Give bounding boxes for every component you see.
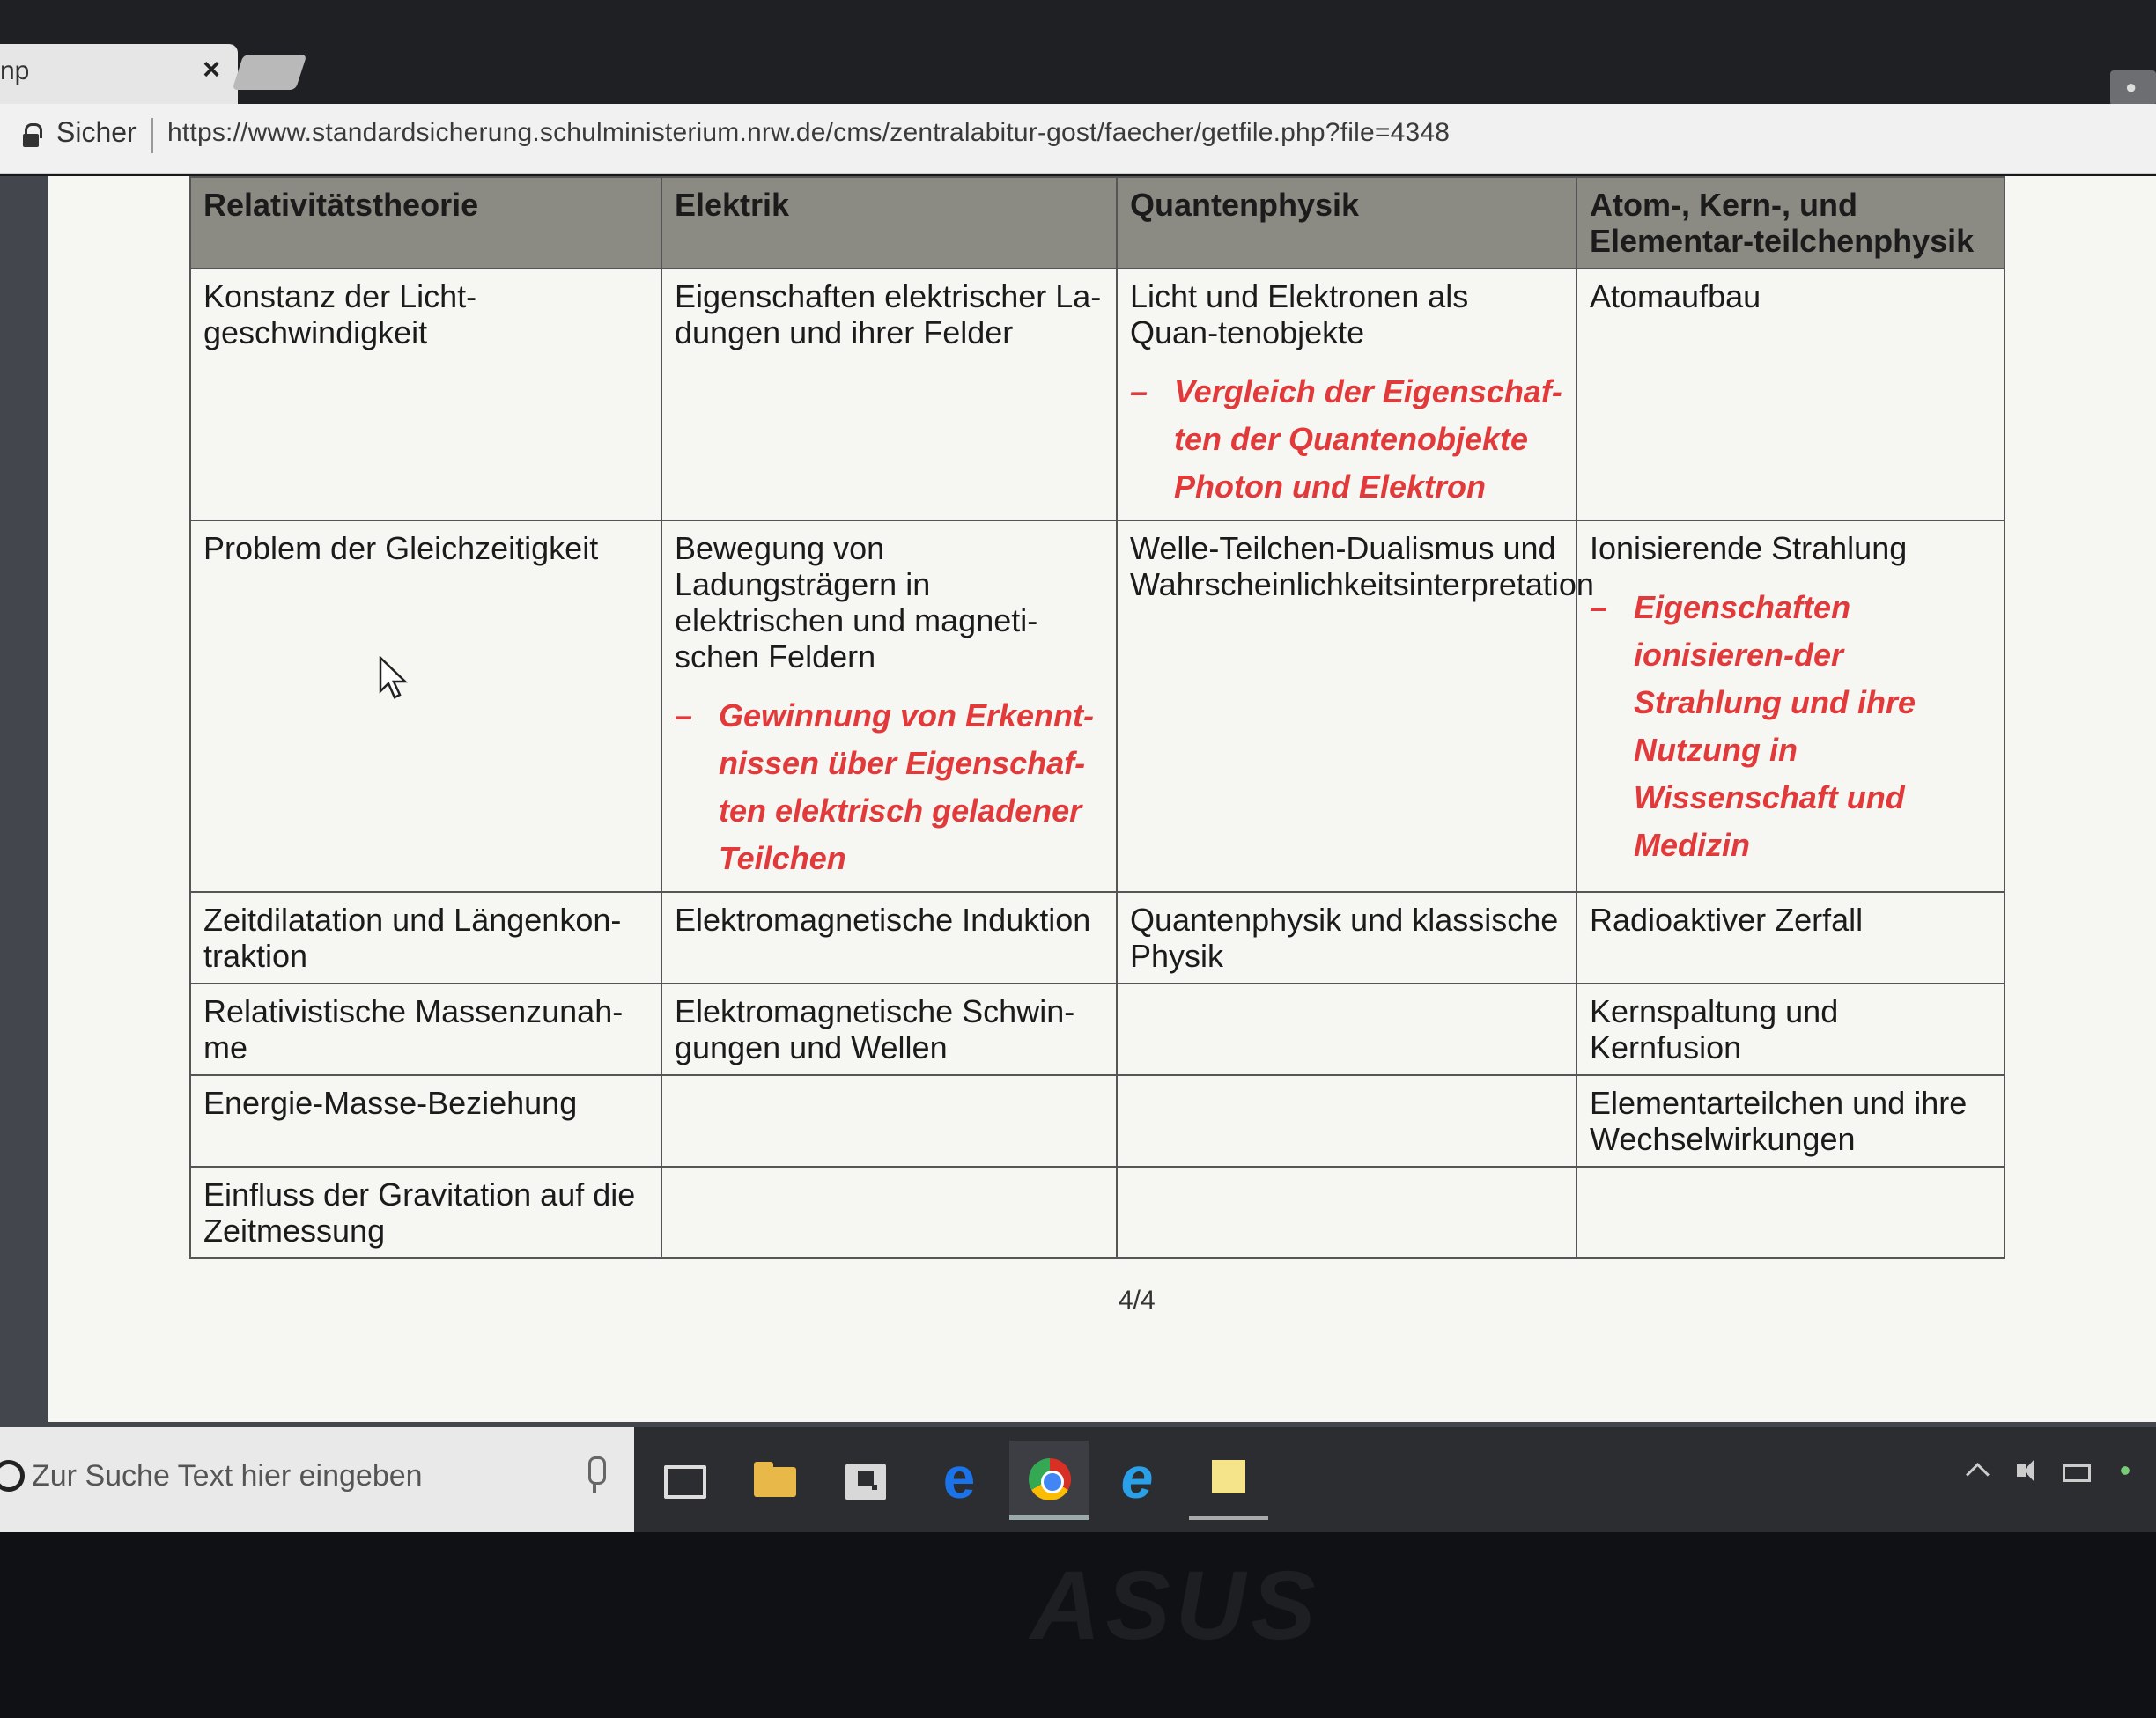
table-cell: [1576, 984, 2005, 1075]
profile-button[interactable]: [2110, 70, 2156, 106]
new-tab-button[interactable]: [233, 55, 307, 90]
search-input[interactable]: [32, 1449, 560, 1502]
address-bar[interactable]: [0, 104, 2156, 174]
task-view-icon[interactable]: [643, 1441, 722, 1520]
table-cell: [661, 269, 1117, 520]
tab-close-icon[interactable]: ×: [203, 53, 220, 86]
table-cell: [190, 520, 661, 892]
sticky-notes-icon[interactable]: [1189, 1441, 1268, 1520]
table-cell: [190, 892, 661, 984]
table-cell: [661, 1167, 1117, 1258]
table-cell: [1576, 892, 2005, 984]
chrome-icon[interactable]: [1009, 1441, 1089, 1520]
column-header: Atom-, Kern-, und Elementar-teilchenphysik: [1576, 177, 2005, 269]
cell-text: Energie-Masse-Beziehung: [203, 1085, 578, 1121]
page-number: 4/4: [1119, 1286, 1156, 1315]
brand-logo: ASUS: [1030, 1552, 1321, 1660]
taskbar-search[interactable]: [0, 1427, 634, 1532]
url-text[interactable]: https://www.standardsicherung.schulministerium.nrw.de/cms/zentralabitur-gost/faecher/getfile.php?file=4348: [167, 118, 1451, 147]
highlighted-subtopic: [1590, 584, 1991, 869]
chevron-up-icon[interactable]: [1964, 1457, 1990, 1484]
column-header: Quantenphysik: [1117, 177, 1576, 269]
table-cell: [1117, 984, 1576, 1075]
pdf-viewer[interactable]: [0, 176, 2156, 1427]
address-separator: [151, 118, 153, 153]
table-cell: [1117, 520, 1594, 892]
column-header: Elektrik: [661, 177, 1117, 269]
person-icon: ●: [2125, 76, 2138, 98]
table-header-row: [190, 177, 2005, 269]
table-cell: [661, 984, 1117, 1075]
edge-icon[interactable]: e: [942, 1445, 976, 1510]
table-row: [190, 892, 2005, 984]
subtopic-text: Gewinnung von Erkennt-nissen über Eigenschaf-ten elektrisch geladener Teilchen: [719, 697, 1095, 876]
tab-title: np: [0, 56, 30, 85]
subtopic-text: Vergleich der Eigenschaf-ten der Quantenobjekte Photon und Elektron: [1174, 373, 1562, 505]
cell-text: Elementarteilchen und ihre Wechselwirkungen: [1590, 1085, 1968, 1157]
table-cell: [190, 984, 661, 1075]
cell-text: Radioaktiver Zerfall: [1590, 902, 1864, 938]
table-row: [190, 984, 2005, 1075]
system-tray: [1964, 1444, 2138, 1497]
table-cell: [190, 269, 661, 520]
lock-icon[interactable]: [23, 123, 39, 148]
table-cell: [661, 892, 1117, 984]
file-explorer-icon[interactable]: [736, 1441, 816, 1520]
cell-text: Ionisierende Strahlung: [1590, 530, 1908, 566]
table-row: [190, 520, 2005, 892]
table-cell: [1576, 269, 2005, 520]
cell-text: Konstanz der Licht-geschwindigkeit: [203, 278, 477, 350]
cell-text: Zeitdilatation und Längenkon-traktion: [203, 902, 622, 974]
browser-tab[interactable]: [0, 44, 238, 104]
cell-text: Elektromagnetische Schwin-gungen und Wellen: [675, 993, 1075, 1065]
table-cell: [190, 1167, 661, 1258]
subtopic-marker: –: [1130, 373, 1148, 409]
table-cell: [1576, 1167, 2005, 1258]
battery-icon[interactable]: [2063, 1457, 2089, 1484]
table-row: [190, 1075, 2005, 1167]
cell-text: Eigenschaften elektrischer La-dungen und ihrer Felder: [675, 278, 1102, 350]
table-cell: [1117, 269, 1576, 520]
cell-text: Atomaufbau: [1590, 278, 1761, 314]
curriculum-table: [189, 176, 2005, 1259]
pdf-page: [48, 176, 2156, 1422]
cell-text: Kernspaltung und Kernfusion: [1590, 993, 1839, 1065]
volume-icon[interactable]: [2013, 1457, 2040, 1484]
highlighted-subtopic: [1130, 368, 1563, 511]
table-cell: [1117, 1075, 1576, 1167]
table-row: [190, 269, 2005, 520]
taskbar: [0, 1427, 2156, 1532]
table-cell: [1576, 520, 2005, 892]
table-cell: [661, 520, 1117, 892]
cortana-icon[interactable]: [0, 1460, 25, 1492]
column-header: Relativitätstheorie: [190, 177, 661, 269]
highlighted-subtopic: [675, 692, 1104, 882]
table-cell: [1117, 892, 1576, 984]
cell-text: Einfluss der Gravitation auf die Zeitmessung: [203, 1176, 636, 1249]
cell-text: Bewegung von Ladungsträgern in elektrischen und magneti-schen Feldern: [675, 530, 1038, 675]
table-cell: [190, 1075, 661, 1167]
cell-text: Relativistische Massenzunah-me: [203, 993, 624, 1065]
table-cell: [1576, 1075, 2005, 1167]
secure-label[interactable]: Sicher: [56, 116, 137, 148]
table-row: [190, 1167, 2005, 1258]
internet-explorer-icon[interactable]: e: [1120, 1445, 1154, 1510]
table-cell: [661, 1075, 1117, 1167]
cell-text: Licht und Elektronen als Quan-tenobjekte: [1130, 278, 1469, 350]
mouse-cursor-icon: [379, 656, 409, 700]
cell-text: Welle-Teilchen-Dualismus und Wahrscheinlichkeitsinterpretation: [1130, 530, 1594, 602]
laptop-bezel: [0, 1532, 2156, 1718]
cell-text: Quantenphysik und klassische Physik: [1130, 902, 1559, 974]
cell-text: Elektromagnetische Induktion: [675, 902, 1091, 938]
subtopic-text: Eigenschaften ionisieren-der Strahlung und ihre Nutzung in Wissenschaft und Medizin: [1634, 589, 1916, 863]
cell-text: Problem der Gleichzeitigkeit: [203, 530, 599, 566]
network-icon[interactable]: [2112, 1457, 2138, 1484]
table-cell: [1117, 1167, 1576, 1258]
subtopic-marker: –: [1590, 589, 1608, 625]
table-body: [190, 269, 2005, 1258]
microphone-icon[interactable]: [585, 1456, 604, 1495]
subtopic-marker: –: [675, 697, 693, 734]
store-icon[interactable]: [826, 1441, 905, 1520]
browser-tab-strip: [0, 0, 2156, 104]
